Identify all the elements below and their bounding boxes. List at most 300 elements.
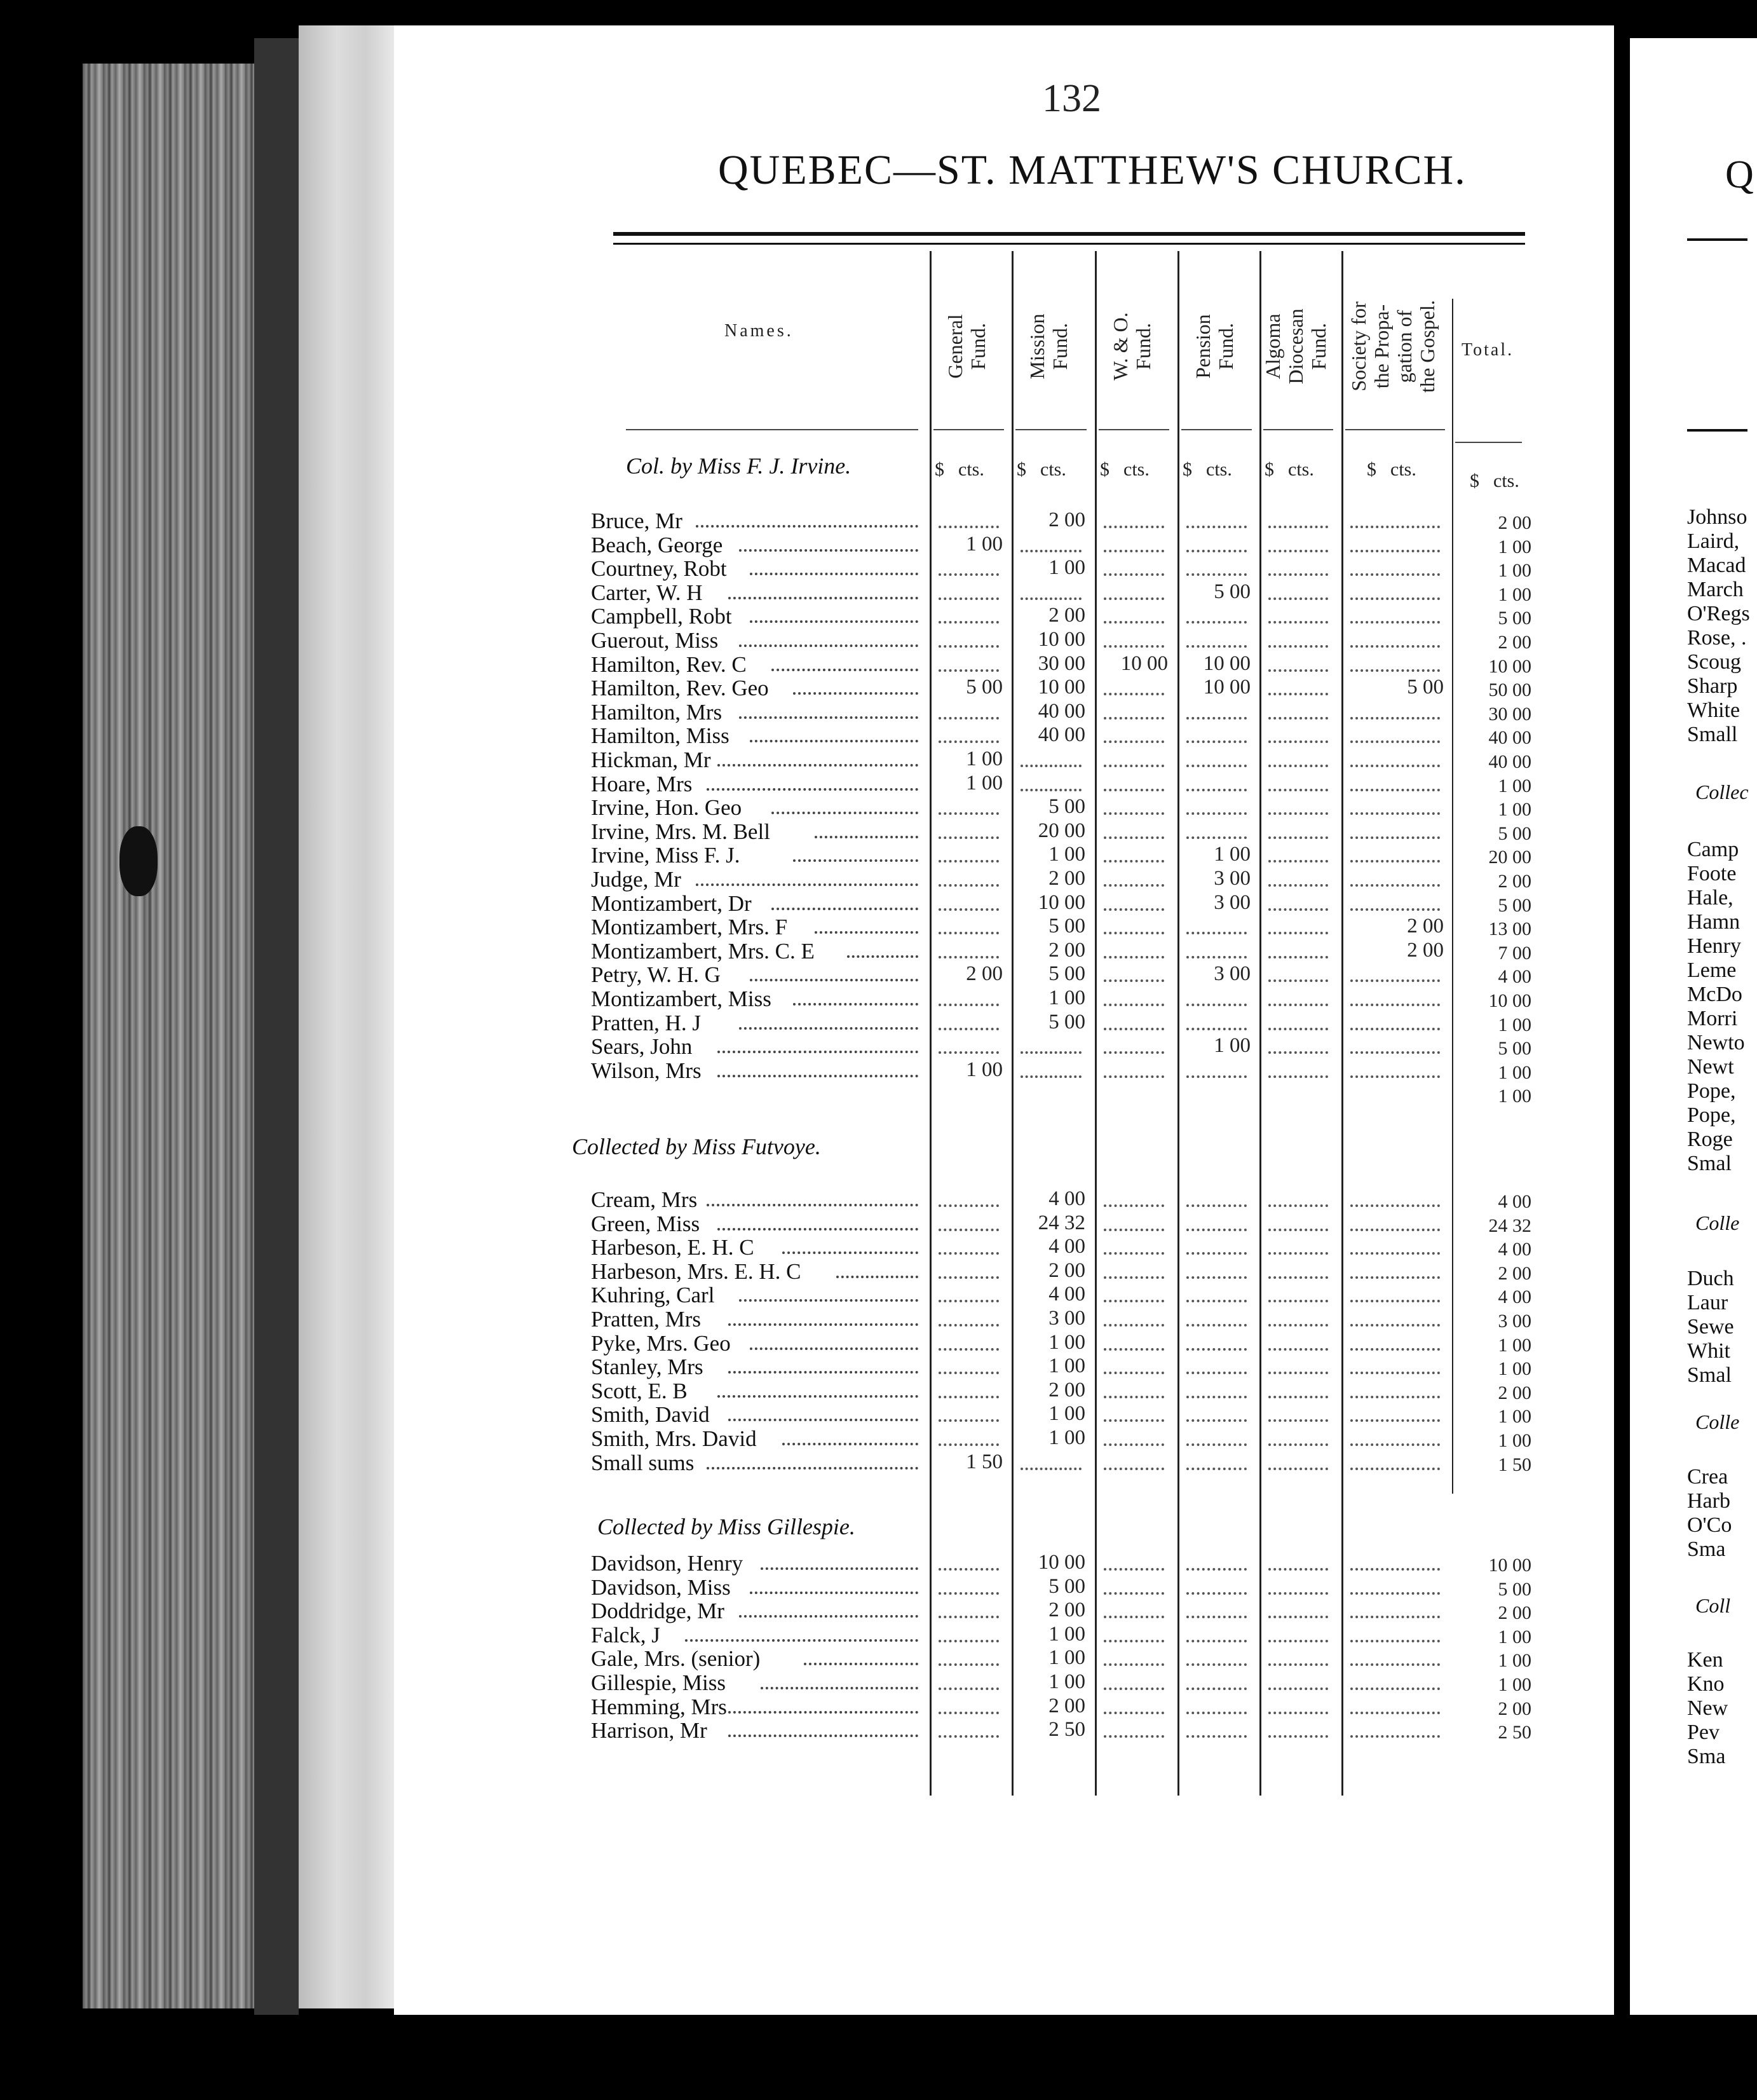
facing-page-line: Sma [1687, 1745, 1726, 1768]
fund-amount: 1 00 [1048, 1670, 1085, 1693]
fund-amount: 1 00 [1048, 1402, 1085, 1426]
subscriber-name: Irvine, Mrs. M. Bell [591, 819, 770, 844]
subscriber-name: Pratten, Mrs [591, 1307, 702, 1332]
empty-cell-dots [1268, 740, 1328, 743]
header-underline [1099, 429, 1169, 430]
subscriber-name: Pratten, H. J [591, 1010, 702, 1035]
empty-cell-dots [939, 1348, 999, 1351]
dollar-sign: $ [1265, 459, 1274, 480]
table-row [591, 962, 1544, 986]
empty-cell-dots [1268, 1640, 1328, 1642]
fund-amount: 1 00 [966, 1058, 1003, 1081]
facing-page-line: Coll [1695, 1594, 1731, 1617]
empty-cell-dots [1104, 1229, 1164, 1231]
fund-amount: 10 00 [1038, 1551, 1085, 1574]
name-leader-dots [750, 1347, 918, 1350]
header-underline [933, 429, 1004, 430]
fund-amount: 1 00 [966, 532, 1003, 556]
cents-label: cts. [1493, 470, 1519, 491]
empty-cell-dots [1350, 789, 1440, 791]
facing-page-line: Pope, [1687, 1103, 1736, 1127]
title-rule-thin [613, 243, 1525, 245]
empty-cell-dots [1186, 1396, 1247, 1398]
empty-cell-dots [1186, 1640, 1247, 1642]
empty-cell-dots [1021, 550, 1082, 552]
facing-page-line: O'Co [1687, 1513, 1732, 1537]
empty-cell-dots [939, 1229, 999, 1231]
name-leader-dots [750, 1592, 918, 1594]
fund-amount: 1 00 [1048, 843, 1085, 866]
fund-amount: 2 00 [1048, 508, 1085, 531]
subscriber-name: Montizambert, Mrs. C. E [591, 938, 815, 964]
empty-cell-dots [1104, 1252, 1164, 1255]
name-leader-dots [717, 1228, 918, 1231]
empty-cell-dots [1268, 1028, 1328, 1030]
row-total: 1 00 [1498, 536, 1531, 557]
subscriber-name: Small sums [591, 1450, 695, 1475]
empty-cell-dots [1350, 1075, 1440, 1078]
row-total: 5 00 [1498, 1578, 1531, 1600]
fund-header-line: the Gospel. [1415, 300, 1439, 393]
row-total: 50 00 [1488, 679, 1531, 701]
facing-page-line: O'Regs [1687, 602, 1750, 625]
facing-page-line: Hale, [1687, 886, 1733, 910]
fund-amount: 3 00 [1214, 867, 1251, 890]
subscriber-name: Harbeson, E. H. C [591, 1235, 754, 1260]
name-leader-dots [717, 1075, 918, 1077]
empty-cell-dots [1104, 550, 1164, 552]
empty-cell-dots [1350, 1372, 1440, 1374]
name-leader-dots [815, 931, 918, 934]
empty-cell-dots [1350, 908, 1440, 911]
fund-amount: 5 00 [1214, 580, 1251, 603]
name-leader-dots [717, 764, 918, 767]
subscriber-name: Stanley, Mrs [591, 1354, 703, 1380]
table-row [591, 1426, 1544, 1450]
row-total: 5 00 [1498, 894, 1531, 916]
cents-label: cts. [958, 459, 984, 480]
table-row [591, 1058, 1544, 1082]
row-total: 1 00 [1498, 1626, 1531, 1647]
empty-cell-dots [1268, 1712, 1328, 1714]
empty-cell-dots [939, 932, 999, 934]
empty-cell-dots [1268, 1324, 1328, 1326]
empty-cell-dots [939, 1663, 999, 1666]
empty-cell-dots [1350, 1712, 1440, 1714]
row-total: 1 00 [1498, 1014, 1531, 1035]
fund-header-line: the Propa- [1369, 304, 1393, 389]
empty-cell-dots [1350, 1468, 1440, 1470]
row-total: 7 00 [1498, 942, 1531, 964]
empty-cell-dots [1268, 979, 1328, 982]
name-leader-dots [771, 669, 918, 671]
collector-heading: Collected by Miss Gillespie. [597, 1514, 855, 1539]
row-total: 20 00 [1488, 847, 1531, 868]
name-leader-dots [793, 1003, 918, 1006]
empty-cell-dots [1350, 1688, 1440, 1690]
fund-header-line: Fund. [966, 323, 989, 370]
currency-header [1017, 459, 1066, 481]
empty-cell-dots [1104, 1324, 1164, 1326]
fund-header-line: General [943, 314, 967, 379]
empty-cell-dots [1350, 621, 1440, 624]
table-row [591, 1718, 1544, 1742]
empty-cell-dots [1186, 1348, 1247, 1351]
facing-page-line: Kno [1687, 1672, 1725, 1696]
empty-cell-dots [939, 526, 999, 528]
empty-cell-dots [1104, 836, 1164, 839]
row-total: 2 50 [1498, 1722, 1531, 1743]
fund-header-line: gation of [1392, 310, 1416, 383]
row-total: 3 00 [1498, 1311, 1531, 1332]
page-edge-shadow [254, 38, 299, 2015]
empty-cell-dots [1350, 740, 1440, 743]
empty-cell-dots [1186, 1688, 1247, 1690]
row-total: 1 00 [1498, 1334, 1531, 1356]
name-leader-dots [707, 1467, 918, 1469]
name-leader-dots [717, 1051, 918, 1053]
subscriber-name: Scott, E. B [591, 1378, 688, 1403]
empty-cell-dots [1350, 1640, 1440, 1642]
name-leader-dots [761, 1567, 918, 1570]
empty-cell-dots [1186, 645, 1247, 648]
name-leader-dots [793, 692, 918, 695]
empty-cell-dots [1186, 1372, 1247, 1374]
table-row [591, 1307, 1544, 1331]
empty-cell-dots [1268, 956, 1328, 958]
empty-cell-dots [1350, 1443, 1440, 1446]
fund-header-line: Mission [1026, 313, 1048, 379]
empty-cell-dots [1350, 1568, 1440, 1571]
subscriber-name: Smith, David [591, 1402, 710, 1428]
empty-cell-dots [1268, 645, 1328, 648]
empty-cell-dots [1021, 765, 1082, 767]
empty-cell-dots [1350, 550, 1440, 552]
fund-amount: 30 00 [1038, 651, 1085, 675]
facing-page-line: Colle [1695, 1410, 1740, 1433]
empty-cell-dots [1350, 573, 1440, 576]
collector-heading: Col. by Miss F. J. Irvine. [626, 453, 851, 479]
row-total: 4 00 [1498, 1286, 1531, 1308]
subscriber-name: Smith, Mrs. David [591, 1426, 757, 1451]
row-total: 2 00 [1498, 1382, 1531, 1403]
row-total: 1 00 [1498, 1358, 1531, 1380]
empty-cell-dots [939, 1396, 999, 1398]
empty-cell-dots [1186, 812, 1247, 815]
empty-cell-dots [1350, 526, 1440, 528]
empty-cell-dots [1268, 812, 1328, 815]
empty-cell-dots [1186, 621, 1247, 624]
empty-cell-dots [1186, 1276, 1247, 1279]
empty-cell-dots [1186, 789, 1247, 791]
fund-amount: 1 00 [1214, 843, 1251, 866]
empty-cell-dots [1350, 1300, 1440, 1302]
subscriber-name: Bruce, Mr [591, 508, 682, 533]
empty-cell-dots [939, 1688, 999, 1690]
name-leader-dots [696, 883, 918, 886]
currency-header [1367, 459, 1416, 481]
fund-amount: 2 50 [1048, 1718, 1085, 1742]
row-total: 1 00 [1498, 799, 1531, 821]
empty-cell-dots [1186, 1229, 1247, 1231]
empty-cell-dots [1104, 1468, 1164, 1470]
empty-cell-dots [1104, 765, 1164, 767]
fund-header-line: Fund. [1307, 323, 1330, 370]
table-row [591, 580, 1544, 604]
subscriber-name: Gillespie, Miss [591, 1670, 726, 1695]
empty-cell-dots [1186, 1616, 1247, 1618]
row-total: 2 00 [1498, 512, 1531, 533]
currency-header [1100, 459, 1150, 481]
table-row [591, 867, 1544, 891]
subscriber-name: Courtney, Robt [591, 556, 727, 582]
header-underline [1181, 429, 1252, 430]
facing-page-line: Henry [1687, 934, 1741, 958]
row-total: 1 00 [1498, 1061, 1531, 1083]
name-leader-dots [728, 1371, 918, 1374]
row-total: 1 00 [1498, 1430, 1531, 1451]
header-underline [626, 429, 918, 430]
subscriber-name: Montizambert, Dr [591, 890, 752, 916]
currency-header [1470, 470, 1519, 492]
empty-cell-dots [1186, 956, 1247, 958]
empty-cell-dots [1350, 1229, 1440, 1231]
empty-cell-dots [1268, 1276, 1328, 1279]
facing-page-line: Morri [1687, 1007, 1738, 1030]
currency-header [1183, 459, 1232, 481]
empty-cell-dots [1186, 1252, 1247, 1255]
empty-cell-dots [1350, 1252, 1440, 1255]
empty-cell-dots [939, 1252, 999, 1255]
empty-cell-dots [1186, 1075, 1247, 1078]
table-row [591, 843, 1544, 867]
empty-cell-dots [1186, 1324, 1247, 1326]
empty-cell-dots [939, 597, 999, 600]
ink-blot [119, 826, 158, 896]
empty-cell-dots [1268, 1592, 1328, 1595]
fund-amount: 5 00 [1407, 676, 1444, 699]
empty-cell-dots [1268, 1348, 1328, 1351]
table-row [591, 819, 1544, 843]
empty-cell-dots [939, 1324, 999, 1326]
facing-page-line: Roge [1687, 1128, 1733, 1151]
empty-cell-dots [1350, 645, 1440, 648]
fund-amount: 40 00 [1038, 723, 1085, 747]
empty-cell-dots [939, 1640, 999, 1642]
subscriber-name: Hamilton, Rev. Geo [591, 676, 769, 701]
fund-amount: 3 00 [1048, 1307, 1085, 1330]
row-total: 10 00 [1488, 655, 1531, 677]
empty-cell-dots [1350, 1419, 1440, 1422]
empty-cell-dots [939, 812, 999, 815]
fund-amount: 24 32 [1038, 1211, 1085, 1234]
empty-cell-dots [1268, 669, 1328, 672]
fund-amount: 20 00 [1038, 819, 1085, 842]
fund-header-line: Fund. [1214, 323, 1237, 370]
empty-cell-dots [1268, 789, 1328, 791]
empty-cell-dots [1104, 1204, 1164, 1207]
subscriber-name: Hoare, Mrs [591, 771, 693, 796]
empty-cell-dots [1268, 1075, 1328, 1078]
row-total: 30 00 [1488, 703, 1531, 725]
empty-cell-dots [939, 1028, 999, 1030]
name-leader-dots [696, 525, 918, 528]
subscriber-name: Hamilton, Miss [591, 723, 729, 749]
subscriber-name: Davidson, Miss [591, 1574, 731, 1600]
empty-cell-dots [1350, 812, 1440, 815]
fund-amount: 4 00 [1048, 1283, 1085, 1306]
empty-cell-dots [1350, 1051, 1440, 1054]
table-row [591, 604, 1544, 628]
empty-cell-dots [1350, 1663, 1440, 1666]
empty-cell-dots [1104, 812, 1164, 815]
empty-cell-dots [1350, 1616, 1440, 1618]
header-underline [1455, 442, 1522, 443]
row-total: 1 00 [1498, 1674, 1531, 1695]
empty-cell-dots [1186, 1443, 1247, 1446]
empty-cell-dots [1104, 956, 1164, 958]
table-row [591, 939, 1544, 963]
empty-cell-dots [1268, 526, 1328, 528]
empty-cell-dots [939, 1616, 999, 1618]
empty-cell-dots [939, 573, 999, 576]
empty-cell-dots [1021, 789, 1082, 791]
table-row [591, 1623, 1544, 1647]
name-leader-dots [750, 620, 918, 623]
table-row [591, 1082, 1544, 1106]
table-row [591, 1599, 1544, 1623]
empty-cell-dots [1268, 1300, 1328, 1302]
empty-cell-dots [1268, 1688, 1328, 1690]
facing-page-line: Hamn [1687, 910, 1740, 934]
fund-column-header [944, 276, 989, 416]
empty-cell-dots [1104, 717, 1164, 719]
name-leader-dots [728, 1419, 918, 1421]
row-total: 1 00 [1498, 1650, 1531, 1672]
fund-header-line: Diocesan [1284, 308, 1307, 385]
name-leader-dots [739, 1027, 918, 1030]
empty-cell-dots [1186, 740, 1247, 743]
empty-cell-dots [1186, 550, 1247, 552]
empty-cell-dots [1186, 1568, 1247, 1571]
table-row [591, 508, 1544, 533]
facing-page-line: Ken [1687, 1648, 1723, 1672]
name-leader-dots [739, 644, 918, 647]
facing-page-rule [1687, 238, 1747, 241]
subscriber-name: Montizambert, Mrs. F [591, 915, 788, 940]
fund-amount: 2 00 [1048, 1599, 1085, 1622]
facing-page-line: Colle [1695, 1211, 1740, 1234]
empty-cell-dots [1268, 1663, 1328, 1666]
empty-cell-dots [1268, 1419, 1328, 1422]
currency-header [1265, 459, 1314, 481]
empty-cell-dots [1104, 1372, 1164, 1374]
subscriber-name: Hickman, Mr [591, 747, 711, 772]
fund-amount: 2 00 [966, 962, 1003, 986]
name-leader-dots [771, 812, 918, 814]
name-leader-dots [739, 716, 918, 719]
fund-amount: 5 00 [1048, 915, 1085, 938]
facing-page-line: Leme [1687, 958, 1737, 982]
fund-amount: 2 00 [1048, 1378, 1085, 1401]
empty-cell-dots [1104, 740, 1164, 743]
table-row [591, 1354, 1544, 1379]
empty-cell-dots [1268, 1372, 1328, 1374]
empty-cell-dots [1350, 1204, 1440, 1207]
empty-cell-dots [1021, 597, 1082, 600]
fund-column-header [1026, 276, 1071, 416]
row-total: 24 32 [1488, 1215, 1531, 1236]
facing-page-rule [1687, 429, 1747, 432]
empty-cell-dots [1268, 1568, 1328, 1571]
row-total: 1 50 [1498, 1454, 1531, 1475]
table-row [591, 556, 1544, 580]
table-row [591, 1646, 1544, 1670]
empty-cell-dots [1104, 789, 1164, 791]
fund-amount: 5 00 [1048, 962, 1085, 986]
table-row [591, 986, 1544, 1011]
empty-cell-dots [1104, 1396, 1164, 1398]
empty-cell-dots [939, 1004, 999, 1006]
cents-label: cts. [1123, 459, 1150, 480]
names-column-header: Names. [724, 321, 794, 341]
total-column-header: Total. [1462, 340, 1514, 360]
name-leader-dots [739, 1299, 918, 1302]
facing-page-line: Crea [1687, 1465, 1728, 1489]
empty-cell-dots [939, 1443, 999, 1446]
empty-cell-dots [1104, 1640, 1164, 1642]
table-row [591, 1575, 1544, 1599]
empty-cell-dots [1268, 884, 1328, 887]
fund-amount: 1 00 [966, 771, 1003, 794]
fund-amount: 1 00 [1048, 1426, 1085, 1449]
dollar-sign: $ [1100, 459, 1109, 480]
facing-page-line: Pope, [1687, 1079, 1736, 1103]
name-leader-dots [728, 1323, 918, 1326]
name-leader-dots [782, 1443, 918, 1445]
empty-cell-dots [1268, 860, 1328, 862]
empty-cell-dots [1104, 693, 1164, 695]
table-row [591, 795, 1544, 819]
empty-cell-dots [1104, 1348, 1164, 1351]
name-leader-dots [750, 573, 918, 575]
subscriber-name: Kuhring, Carl [591, 1283, 715, 1308]
empty-cell-dots [939, 1735, 999, 1738]
empty-cell-dots [939, 1300, 999, 1302]
subscriber-name: Irvine, Miss F. J. [591, 843, 740, 868]
title-rule-thick [613, 232, 1525, 236]
subscriber-name: Doddridge, Mr [591, 1599, 724, 1624]
fund-amount: 5 00 [966, 676, 1003, 699]
row-total: 1 00 [1498, 583, 1531, 605]
fund-amount: 5 00 [1048, 795, 1085, 819]
facing-page-line: March [1687, 578, 1744, 601]
table-row [591, 1259, 1544, 1283]
empty-cell-dots [939, 1712, 999, 1714]
subscriber-name: Hamilton, Rev. C [591, 651, 747, 677]
empty-cell-dots [1104, 1688, 1164, 1690]
facing-page-line: Smal [1687, 1152, 1732, 1175]
row-total: 2 00 [1498, 1602, 1531, 1624]
table-row [591, 1011, 1544, 1035]
empty-cell-dots [939, 1419, 999, 1422]
fund-amount: 1 00 [1214, 1034, 1251, 1058]
empty-cell-dots [1268, 1468, 1328, 1470]
row-total: 4 00 [1498, 1239, 1531, 1260]
fund-amount: 3 00 [1214, 962, 1251, 986]
empty-cell-dots [1104, 1276, 1164, 1279]
empty-cell-dots [1268, 1735, 1328, 1738]
